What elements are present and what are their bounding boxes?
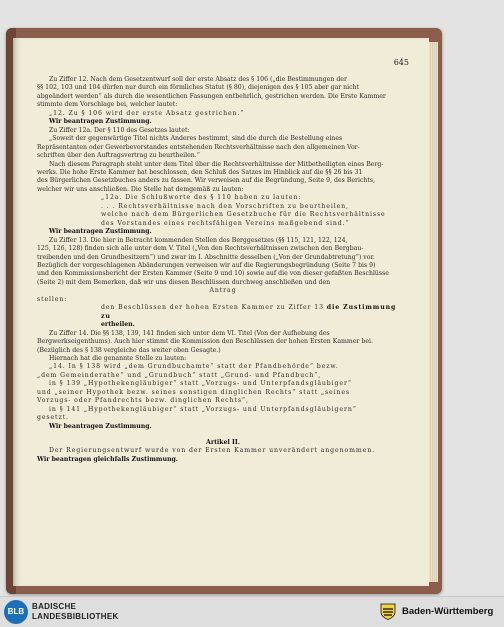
- baden-wuerttemberg-label[interactable]: Baden-Württemberg: [402, 606, 494, 617]
- footer-bar: [0, 596, 504, 627]
- text-line: „dem Gemeinderathe“ und „Grundbuch“ statt „Grund- und Pfandbuch“,: [37, 371, 322, 379]
- text-line: „Soweit der gegenwärtige Titel nichts Anderes bestimmt, sind die durch die Bestellung eines: [49, 135, 343, 143]
- text-line: stimmte dem Vorschlage bei, welcher lautet:: [37, 101, 178, 109]
- text-line: Vorzugs- oder Pfandrechts bezw. dinglichen Rechts“,: [37, 397, 249, 405]
- text-line: stellen:: [37, 295, 68, 303]
- text-line: „14. In § 138 wird „dem Grundbuchamte“ statt der Pfandbehörde“ bezw.: [49, 363, 339, 371]
- text-line: und den Kommissionsbericht der Ersten Kammer (Seite 9 und 10) sowie auf die von dieser gefaßten Beschlüsse: [37, 270, 389, 278]
- text-line: abgeändert werden“ als durch die wesentlichen Fassungen entbehrlich, gestrichen werden. Die Erste Kammer: [37, 92, 386, 100]
- text-line: Bergwerkseigenthums). Auch hier stimmt die Kommission den Beschlüssen der hohen Ersten Kammer bei.: [37, 338, 373, 346]
- text-line: treibenden und den Grundbesitzern“) und zwar im I. Abschnitte desselben („Von der Grundabtretung“) vor.: [37, 253, 375, 261]
- text-line: . . . Rechtsverhältnisse nach den Vorschriften zu beurtheilen,: [101, 202, 349, 210]
- text-line: [37, 304, 409, 321]
- text-line: §§ 102, 103 und 104 dürfen nur durch ein förmliches Statut (§ 80), diejenigen des § 105 aber gar nicht: [37, 84, 360, 92]
- text-line: welcher wir uns anschließen. Die Stelle hat demgemäß zu lauten:: [37, 185, 244, 193]
- text-line: Repräsentanten oder Gewerbevorstandes entstehenden Rechtsverhältnisse nach den allgemeinen Vor-: [37, 143, 360, 151]
- text-line: Wir beantragen Zustimmung.: [49, 118, 152, 126]
- text-line: Zu Ziffer 14. Die §§ 138, 139, 141 finden sich unter dem VI. Titel (Von der Aufhebung des: [49, 329, 330, 337]
- text-line: (Bezüglich des § 138 vergleiche das weiter oben Gesagte.): [37, 346, 221, 354]
- blb-logo-text[interactable]: [32, 602, 119, 622]
- text-line: (Seite 2) mit dem Bemerken, daß wir uns diesen Beschlüssen durchweg anschließen und den: [37, 278, 331, 286]
- text-line: 125, 126, 128) finden sich alle unter dem V. Titel („Von den Rechtsverhältnissen zwischen den Bergbau-: [37, 245, 364, 253]
- page-number: 645: [393, 58, 409, 67]
- text-line: ertheilen.: [101, 321, 135, 329]
- text-line: Wir beantragen gleichfalls Zustimmung.: [37, 455, 178, 463]
- text-line: „12. Zu § 106 wird der erste Absatz gestrichen.“: [49, 109, 245, 117]
- text-line: Nach diesem Paragraph steht unter dem Titel über die Rechtsverhältnisse der Mitbetheiligten eines Berg-: [49, 160, 384, 168]
- text-line: Artikel II.: [206, 439, 240, 447]
- text-line: Zu Ziffer 12. Nach dem Gesetzentwurf soll der erste Absatz des § 106 („die Bestimmungen der: [49, 76, 347, 83]
- text-line: in § 139 „Hypothekengläubiger“ statt „Vorzugs- und Unterpfandsgläubiger“: [49, 380, 352, 388]
- text-line: Antrag: [209, 287, 237, 295]
- text-line: gesetzt.: [37, 414, 69, 422]
- text-line-bold: die Zustimmung zu: [101, 304, 397, 320]
- stag-coat-of-arms-icon: [380, 603, 396, 620]
- text-line: Bezüglich der vorgeschlagenen Abänderungen verweisen wir auf die Regierungsbegründung (Seite 7 bis 9): [37, 261, 376, 269]
- page-edges: [429, 42, 438, 582]
- text-line: Zu Ziffer 13. Die hier in Betracht kommenden Stellen des Berggesetzes (§§ 115, 121, 122, 124,: [49, 236, 348, 244]
- blb-line-1: BADISCHE: [32, 602, 77, 611]
- text-line: Zu Ziffer 12a. Der § 110 des Gesetzes lautet:: [49, 126, 190, 134]
- text-line: „12a. Die Schlußworte des § 110 haben zu lauten:: [101, 194, 302, 202]
- text-line: Wir beantragen Zustimmung.: [49, 228, 152, 236]
- text-line: schriften über den Auftragsvertrag zu beurtheilen.“: [37, 152, 200, 160]
- text-line: werks. Die hohe Erste Kammer hat beschlossen, den Schluß des Satzes im Hinblick auf die §§ 26 bis 31: [37, 168, 363, 176]
- blb-logo-icon[interactable]: BLB: [4, 600, 28, 624]
- blb-line-2: LANDESBIBLIOTHEK: [32, 612, 119, 621]
- text-line-plain: den Beschlüssen der hohen Ersten Kammer zu Ziffer 13: [101, 304, 327, 312]
- text-line: Der Regierungsentwurf wurde von der Ersten Kammer unverändert angenommen.: [49, 447, 375, 455]
- text-line: Wir beantragen Zustimmung.: [49, 422, 152, 430]
- text-line: in § 141 „Hypothekengläubiger“ statt „Vorzugs- und Unterpfandsgläubigern“: [49, 405, 357, 413]
- text-line: des Bürgerlichen Gesetzbuches anders zu fassen. Wir verweisen auf die Begründung, Seite 9, des Berichts,: [37, 177, 376, 185]
- page-text: [37, 76, 409, 464]
- text-line: und „seiner Hypothek bezw. seines sonstigen dinglichen Rechts“ statt „seines: [37, 388, 351, 396]
- text-line: Hiernach hat die genannte Stelle zu lauten:: [49, 354, 187, 362]
- text-line: welche nach dem Bürgerlichen Gesetzbuche für die Rechtsverhältnisse: [101, 211, 386, 219]
- book-page: [13, 38, 429, 586]
- text-line: des Vorstandes eines rechtsfähigen Vereins maßgebend sind.“: [101, 219, 350, 227]
